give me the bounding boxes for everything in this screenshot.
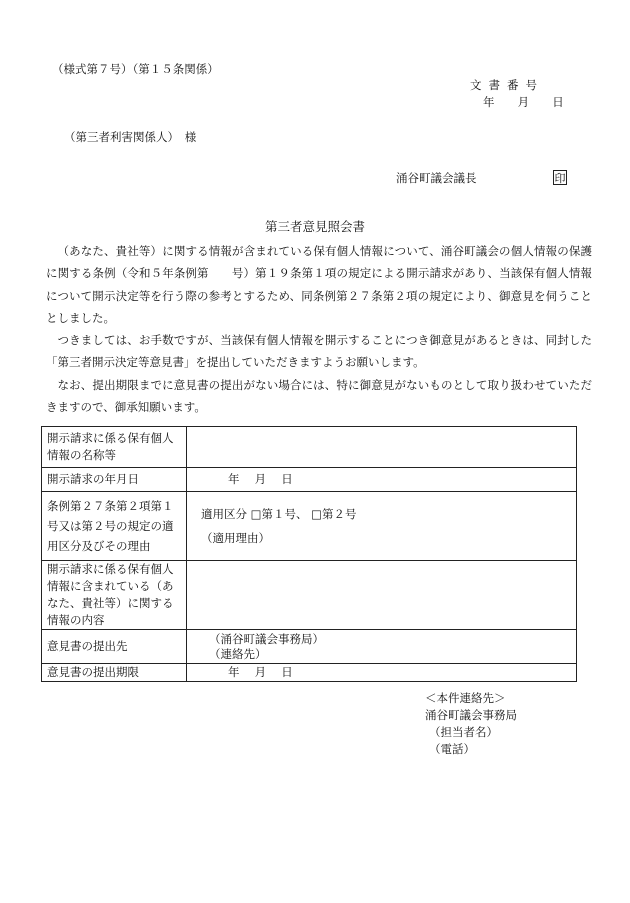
row-value-request-date: 年 月 日 bbox=[187, 468, 577, 492]
submit-office: （涌谷町議会事務局） bbox=[209, 631, 324, 646]
contact-block bbox=[425, 690, 517, 758]
row-value-info-name bbox=[187, 427, 577, 468]
row-value-info-content bbox=[187, 561, 577, 630]
body-text bbox=[46, 240, 592, 418]
table-row bbox=[42, 468, 577, 492]
form-identifier: （様式第７号）（第１５条関係） bbox=[52, 62, 219, 76]
contact-heading: ＜本件連絡先＞ bbox=[425, 691, 506, 705]
category-reason: （適用理由） bbox=[201, 531, 270, 545]
sender-title: 涌谷町議会議長 bbox=[396, 171, 477, 185]
seal-box: 印 bbox=[554, 172, 566, 185]
document-date-label: 年 月 日 bbox=[483, 95, 564, 109]
row-value-category bbox=[187, 492, 577, 561]
table-row bbox=[42, 561, 577, 630]
table-row bbox=[42, 492, 577, 561]
row-label-request-date: 開示請求の年月日 bbox=[42, 468, 187, 492]
body-paragraph-2: つきましては、お手数ですが、当該保有個人情報を開示することにつき御意見があるときは、同封した「第三者開示決定等意見書」を提出していただきますようお願いします。 bbox=[46, 333, 592, 370]
category-options: 適用区分 □第１号、 □第２号 bbox=[201, 507, 357, 521]
row-label-category: 条例第２７条第２項第１号又は第２号の規定の適用区分及びその理由 bbox=[42, 492, 187, 561]
document-number-label: 文書番号 bbox=[470, 78, 544, 92]
addressee: （第三者利害関係人） 様 bbox=[64, 130, 197, 144]
row-label-info-name: 開示請求に係る保有個人情報の名称等 bbox=[42, 427, 187, 468]
body-paragraph-1: （あなた、貴社等）に関する情報が含まれている保有個人情報について、涌谷町議会の個人情報の保護に関する条例（令和５年条例第 号）第１９条第１項の規定による開示請求があり、当該保有個人情報について開示決定等を行う際の参考とするため、同条例第２７条第２項の規定により、御意見を伺うこととしました。 bbox=[46, 244, 592, 325]
contact-person: （担当者名） bbox=[429, 725, 498, 739]
contact-office: 涌谷町議会事務局 bbox=[425, 708, 517, 722]
body-paragraph-3: なお、提出期限までに意見書の提出がない場合には、特に御意見がないものとして取り扱わせていただきますので、御承知願います。 bbox=[46, 377, 592, 415]
row-label-deadline: 意見書の提出期限 bbox=[42, 664, 187, 682]
row-label-info-content: 開示請求に係る保有個人情報に含まれている（あなた、貴社等）に関する情報の内容 bbox=[42, 561, 187, 630]
table-row bbox=[42, 630, 577, 664]
table-row bbox=[42, 427, 577, 468]
row-label-submit-to: 意見書の提出先 bbox=[42, 630, 187, 664]
table-row bbox=[42, 664, 577, 682]
row-value-submit-to bbox=[187, 630, 577, 664]
submit-contact: （連絡先） bbox=[209, 646, 267, 661]
row-value-deadline: 年 月 日 bbox=[187, 664, 577, 682]
info-table bbox=[41, 426, 577, 682]
contact-phone: （電話） bbox=[429, 742, 475, 756]
document-title: 第三者意見照会書 bbox=[264, 219, 365, 234]
